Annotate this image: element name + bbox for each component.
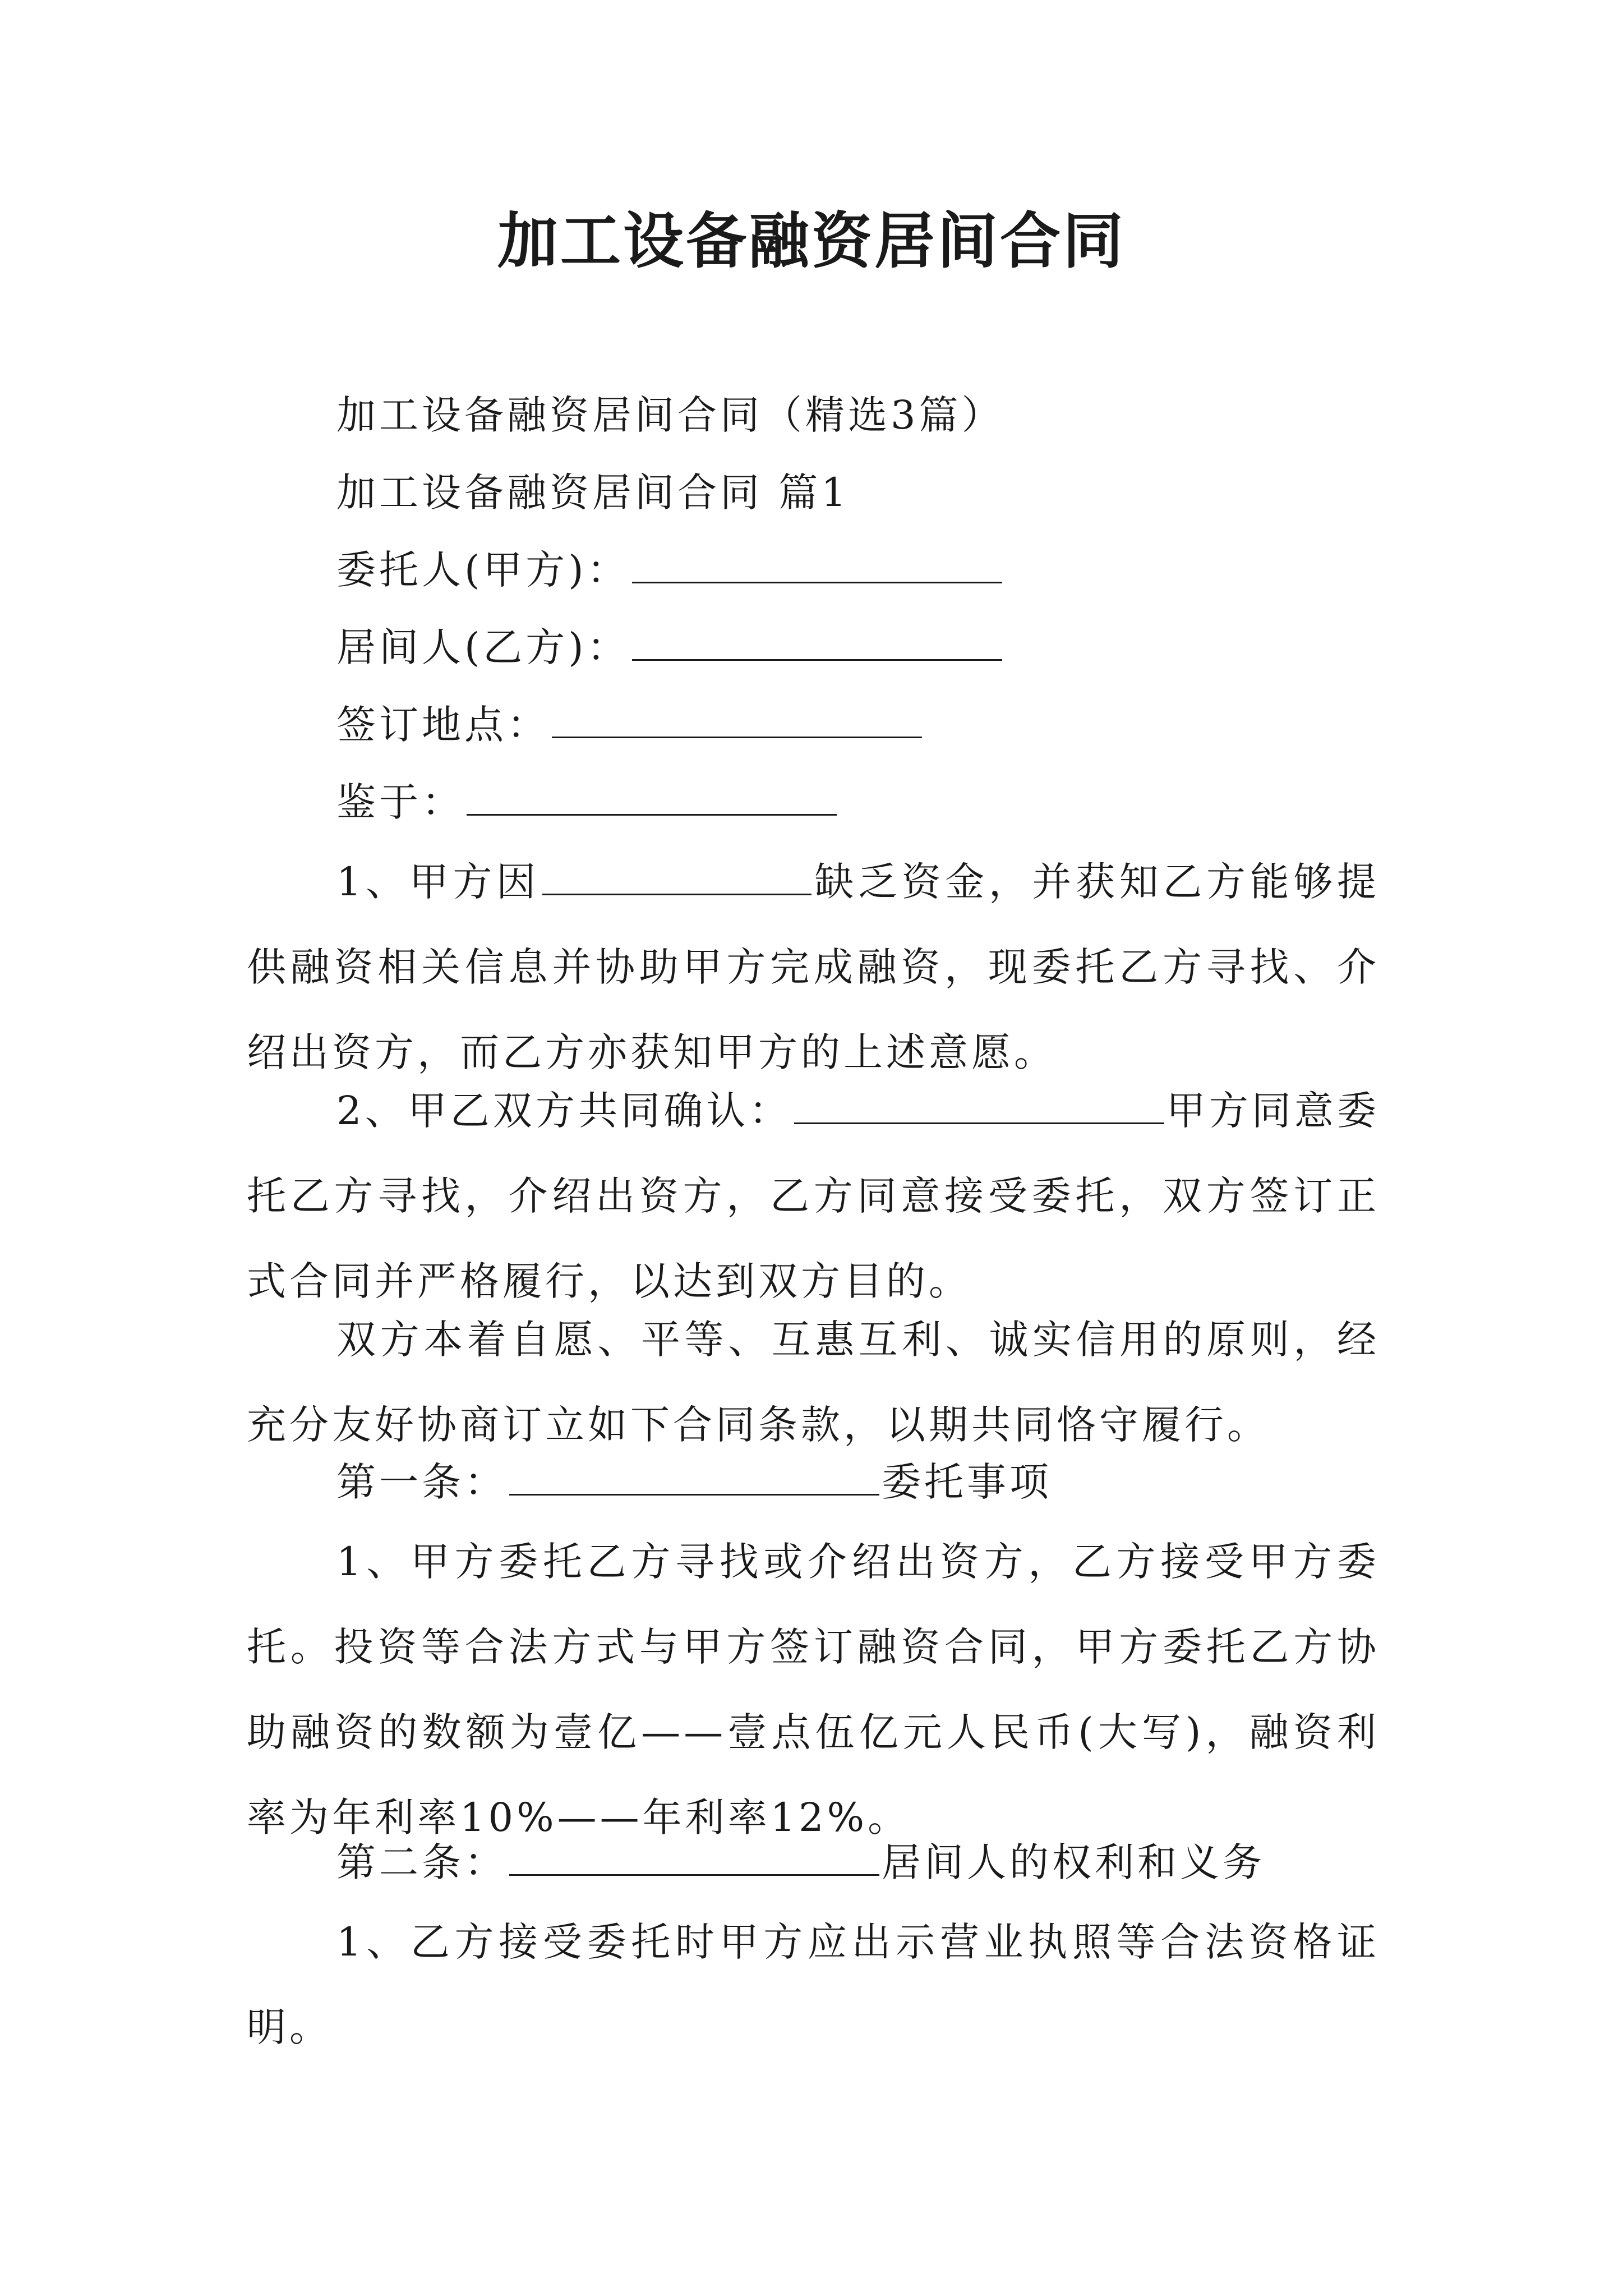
clause-2-blank — [794, 1083, 1164, 1124]
clause-2-text: 甲方同意委托乙方寻找，介绍出资方，乙方同意接受委托，双方签订正式合同并严格履行，以达到双方目的。 — [247, 1088, 1380, 1304]
document-title: 加工设备融资居间合同 — [497, 206, 1126, 277]
article-2-prefix: 第二条： — [336, 1839, 507, 1885]
article-1-prefix: 第一条： — [336, 1459, 507, 1505]
place-blank — [552, 697, 922, 738]
article-2-blank — [509, 1835, 879, 1876]
document-subtitle: 加工设备融资居间合同（精选3篇） — [336, 392, 1004, 438]
clause-1 — [247, 839, 1380, 1095]
whereas-blank — [467, 775, 837, 816]
place-label: 签订地点： — [336, 702, 550, 748]
clause-1-prefix: 1、甲方因 — [336, 859, 540, 905]
place-field — [336, 697, 924, 753]
clause-2 — [247, 1068, 1380, 1324]
clause-2-prefix: 2、甲乙双方共同确认： — [336, 1088, 792, 1134]
principle-paragraph: 双方本着自愿、平等、互惠互利、诚实信用的原则，经充分友好协商订立如下合同条款，以期共同恪守履行。 — [247, 1317, 1380, 1448]
clause-1-text: 缺乏资金，并获知乙方能够提供融资相关信息并协助甲方完成融资，现委托乙方寻找、介绍出资方，而乙方亦获知甲方的上述意愿。 — [247, 859, 1380, 1075]
client-blank — [632, 542, 1002, 583]
whereas-label: 鉴于： — [336, 779, 464, 825]
article-1-heading — [336, 1454, 1052, 1510]
article-2-heading — [336, 1834, 1265, 1890]
client-field — [336, 542, 1004, 598]
article-2-title: 居间人的权利和义务 — [882, 1839, 1265, 1885]
broker-field — [336, 619, 1004, 675]
article-2-item-1: 1、乙方接受委托时甲方应出示营业执照等合法资格证明。 — [247, 1919, 1380, 2050]
broker-blank — [632, 620, 1002, 661]
clause-1-blank — [542, 854, 811, 895]
client-label: 委托人(甲方)： — [336, 547, 630, 593]
article-1-blank — [509, 1455, 879, 1496]
part-heading: 加工设备融资居间合同 篇1 — [336, 470, 850, 516]
broker-label: 居间人(乙方)： — [336, 624, 630, 670]
article-1-title: 委托事项 — [882, 1459, 1052, 1505]
article-1-item-1: 1、甲方委托乙方寻找或介绍出资方，乙方接受甲方委托。投资等合法方式与甲方签订融资合同，甲方委托乙方协助融资的数额为壹亿——壹点伍亿元人民币(大写)，融资利率为年利率10%——年利率12%。 — [247, 1539, 1380, 1841]
whereas-field — [336, 774, 839, 830]
